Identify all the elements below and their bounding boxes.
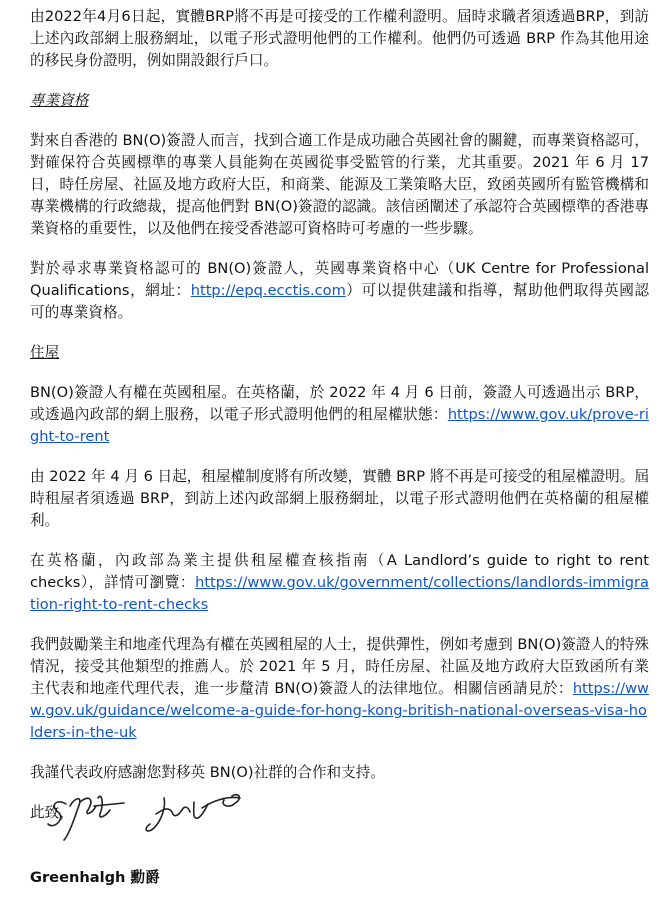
paragraph-work-rights: 由2022年4月6日起，實體BRP將不再是可接受的工作權利證明。屆時求職者須透過BRP，到訪上述內政部網上服務網址，以電子形式證明他們的工作權利。他們仍可透過 BRP 作為其他用途的移民身份證明，例如開設銀行戶口。 bbox=[30, 8, 649, 69]
signer-name: Greenhalgh 勳爵 bbox=[30, 869, 160, 886]
paragraph-rent-changes: 由 2022 年 4 月 6 日起，租屋權制度將有所改變，實體 BRP 將不再是可接受的租屋權證明。屆時租屋者須透過 BRP，到訪上述內政部網上服務網址，以電子形式證明他們在英格蘭的租屋權利。 bbox=[30, 468, 649, 529]
paragraph-encourage-landlords bbox=[30, 634, 649, 744]
paragraph-text: 我們鼓勵業主和地產代理為有權在英國租屋的人士，提供彈性，例如考慮到 BN(O)簽證人的特殊情況，接受其他類型的推薦人。於 2021 年 5 月，時任房屋、社區及地方政府大臣致函所有業主代表和地產代理代表，進一步釐清 BN(O)簽證人的法律地位。相關信函請見於： bbox=[30, 636, 649, 697]
paragraph-text: 在英格蘭，內政部為業主提供租屋權查核指南（A Landlord’s guide to right to rent checks），詳情可瀏覽： bbox=[30, 552, 649, 591]
link-prove-right-to-rent[interactable]: https://www.gov.uk/prove-right-to-rent bbox=[30, 406, 649, 445]
paragraph-uk-centre bbox=[30, 258, 649, 324]
link-bno-guide[interactable]: https://www.gov.uk/guidance/welcome-a-guide-for-hong-kong-british-national-overseas-visa-holders-in-the-uk bbox=[30, 680, 649, 741]
paragraph-thanks: 我謹代表政府感謝您對移英 BN(O)社群的合作和支持。 bbox=[30, 764, 385, 781]
paragraph-landlord-guide bbox=[30, 550, 649, 616]
paragraph-text: BN(O)簽證人有權在英國租屋。在英格蘭，於 2022 年 4 月 6 日前，簽證人可透過出示 BRP，或透過內政部的網上服務，以電子形式證明他們的租屋權狀態： bbox=[30, 384, 649, 423]
heading-professional-qualifications: 專業資格 bbox=[30, 92, 89, 109]
paragraph-text: ）可以提供建議和指導，幫助他們取得英國認可的專業資格。 bbox=[30, 282, 649, 321]
closing-salutation: 此致， bbox=[30, 804, 74, 821]
link-landlords-guide[interactable]: https://www.gov.uk/government/collections/landlords-immigration-right-to-rent-checks bbox=[30, 574, 649, 613]
heading-housing: 住屋 bbox=[30, 344, 60, 361]
handwritten-signature bbox=[44, 776, 274, 846]
paragraph-text: 對於尋求專業資格認可的 BN(O)簽證人，英國專業資格中心（UK Centre for Professional Qualifications，網址： bbox=[30, 260, 649, 299]
paragraph-qualifications-recognition: 對來自香港的 BN(O)簽證人而言，找到合適工作是成功融合英國社會的關鍵，而專業資格認可，對確保符合英國標準的專業人員能夠在英國從事受監管的行業，尤其重要。2021 年 6 月 17 日，時任房屋、社區及地方政府大臣，和商業、能源及工業策略大臣，致函英國所有監管機構和專業機構的行政總裁，提高他們對 BN(O)簽證的認識。該信函闡述了承認符合英國標準的香港專業資格的重要性，以及他們在接受香港認可資格時可考慮的一些步驟。 bbox=[30, 132, 649, 237]
paragraph-right-to-rent bbox=[30, 382, 649, 448]
link-epq-ecctis[interactable]: http://epq.ecctis.com bbox=[190, 282, 346, 299]
